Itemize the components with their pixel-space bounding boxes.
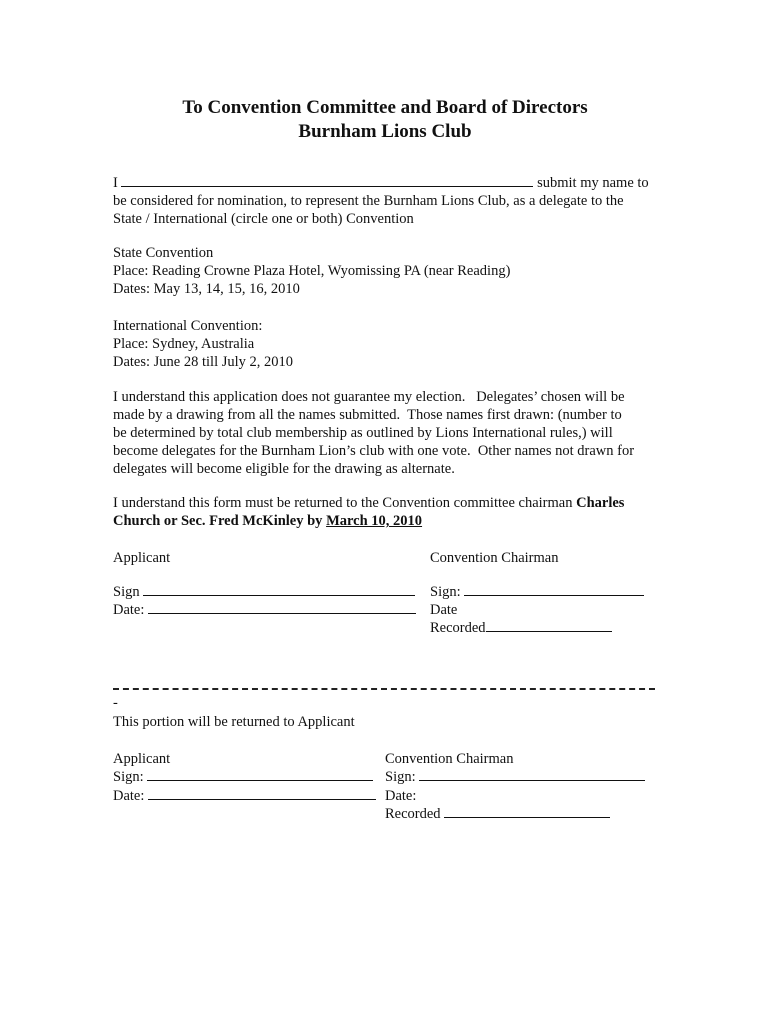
return-line-2 (113, 512, 422, 530)
state-convention-place: Place: Reading Crowne Plaza Hotel, Wyomissing PA (near Reading) (113, 263, 511, 279)
chairman-label: Convention Chairman (430, 550, 559, 566)
state-convention-title: State Convention (113, 245, 214, 261)
cut-line (113, 688, 655, 690)
form-title: To Convention Committee and Board of Directors (182, 97, 588, 118)
intro-suffix: submit my name to (537, 175, 649, 191)
chairman-recorded-row (430, 619, 612, 637)
chairman-recorded-label-2: Recorded (385, 806, 441, 822)
applicant-date-field-2[interactable] (148, 787, 376, 800)
applicant-sign-field-2[interactable] (147, 768, 373, 781)
chairman-date-label-2: Date: (385, 788, 417, 804)
intro-prefix: I (113, 175, 118, 191)
paragraph-line: be determined by total club membership as outlined by Lions International rules,) will (113, 425, 613, 441)
chairman-name: Charles (576, 495, 625, 511)
chairman-sign-row (430, 583, 644, 601)
intro-line-1 (113, 174, 649, 192)
applicant-date-field[interactable] (148, 601, 416, 614)
state-convention-dates: Dates: May 13, 14, 15, 16, 2010 (113, 281, 300, 297)
applicant-sign-row (113, 583, 415, 601)
return-portion-note: This portion will be returned to Applicant (113, 714, 355, 730)
paragraph-line: become delegates for the Burnham Lion’s club with one vote. Other names not drawn for (113, 443, 635, 459)
applicant-date-row-2 (113, 787, 376, 805)
chairman-sign-field-2[interactable] (419, 768, 645, 781)
chairman-sign-label: Sign: (430, 584, 461, 600)
return-line-1 (113, 494, 624, 512)
applicant-label: Applicant (113, 550, 171, 566)
international-convention-place: Place: Sydney, Australia (113, 336, 255, 352)
applicant-label-2: Applicant (113, 751, 171, 767)
paragraph-line: delegates will become eligible for the drawing as alternate. (113, 461, 455, 477)
applicant-date-label: Date: (113, 602, 145, 618)
applicant-name-blank[interactable] (121, 174, 533, 187)
chairman-sign-row-2 (385, 768, 645, 786)
applicant-sign-label: Sign (113, 584, 140, 600)
applicant-sign-label-2: Sign: (113, 769, 144, 785)
chairman-label-2: Convention Chairman (385, 751, 514, 767)
chairman-recorded-label: Recorded (430, 620, 486, 636)
paragraph-line: made by a drawing from all the names submitted. Those names first drawn: (number to (113, 407, 622, 423)
cut-line-trailing-dash: - (113, 695, 118, 711)
international-convention-dates: Dates: June 28 till July 2, 2010 (113, 354, 294, 370)
return-text: I understand this form must be returned to the Convention committee chairman (113, 495, 577, 511)
chairman-recorded-field[interactable] (486, 619, 612, 632)
chairman-recorded-field-2[interactable] (444, 805, 610, 818)
secretary-name: Church or Sec. Fred McKinley by (113, 513, 327, 529)
international-convention-title: International Convention: (113, 318, 263, 334)
paragraph-line: I understand this application does not guarantee my election. Delegates’ chosen will be (113, 389, 625, 405)
deadline-date: March 10, 2010 (326, 513, 423, 529)
applicant-sign-row-2 (113, 768, 373, 786)
chairman-recorded-row-2 (385, 805, 610, 823)
intro-line-2: be considered for nomination, to represent the Burnham Lions Club, as a delegate to the (113, 193, 624, 209)
applicant-date-label-2: Date: (113, 788, 145, 804)
applicant-date-row (113, 601, 416, 619)
applicant-sign-field[interactable] (143, 583, 415, 596)
chairman-sign-field[interactable] (464, 583, 644, 596)
chairman-date-label: Date (430, 602, 458, 618)
chairman-sign-label-2: Sign: (385, 769, 416, 785)
intro-line-3: State / International (circle one or both) Convention (113, 211, 414, 227)
club-name-title: Burnham Lions Club (298, 121, 472, 142)
